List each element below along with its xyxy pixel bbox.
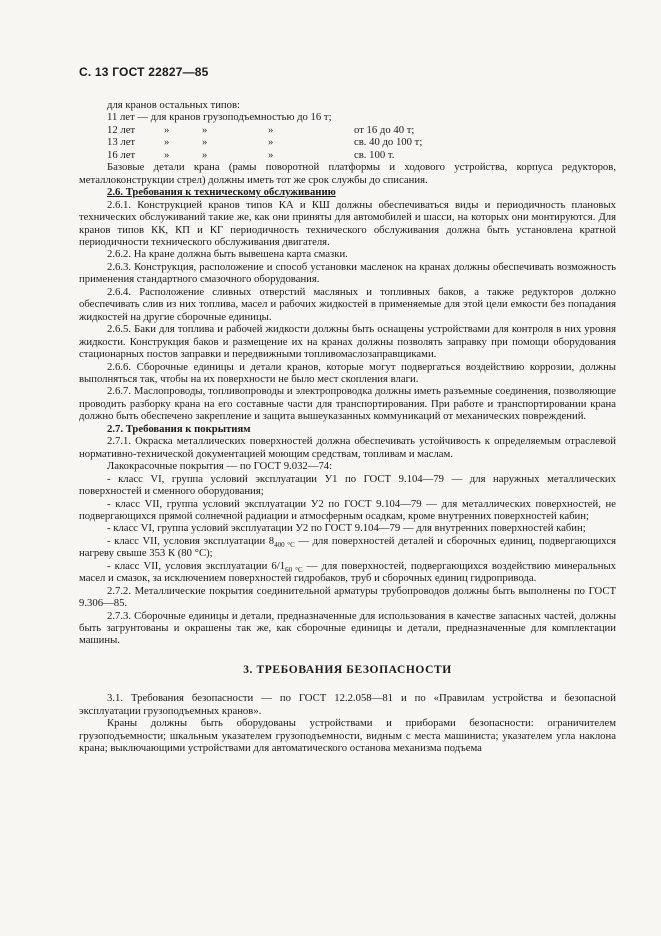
paragraph-2-7-2: 2.7.2. Металлические покрытия соединительной арматуры трубопроводов должны быть выполнены по ГОСТ 9.306—85. (79, 584, 616, 610)
paragraph-2-7-1: 2.7.1. Окраска металлических поверхностей должна обеспечивать устойчивость к определяемым отраслевой нормативно-технической документацией моющим средствам, топливам и маслам. (79, 435, 616, 460)
life-row-1: 11 лет — для кранов грузоподъемностью до 16 т; (107, 111, 332, 124)
paragraph-2-6-5: 2.6.5. Баки для топлива и рабочей жидкости должны быть оснащены устройствами для контроля в них уровня жидкости. Конструкция баков и размещение их на кранах должны позволять заправку при помощи оборудования стационарных постов заправки и передвижными топливомаслозаправщиками. (79, 323, 616, 361)
paragraph-3-1-devices: Краны должны быть оборудованы устройствами и приборами безопасности: ограничителем грузоподъемности; шкальным указателем грузоподъемности, видным с места машиниста; указателем угла наклона крана; выключающими устройствами для автоматического останова механизма подъема (79, 717, 616, 755)
paragraph-2-6-7: 2.6.7. Маслопроводы, топливопроводы и электропроводка должны иметь разъемные соединения, позволяющие проводить разборку крана на его составные части для транспортирования. При работе и транспортировании крана должно быть обеспечено закрепление и защита вышеуказанных коммуникаций от механических повреждений. (79, 385, 616, 423)
paragraph-2-6-6: 2.6.6. Сборочные единицы и детали кранов, которые могут подвергаться воздействию коррозии, должны выполняться так, чтобы на их поверхности не было мест скопления влаги. (79, 360, 616, 385)
list-item-class-vii-oil: - класс VII, условия эксплуатации $6/1_{60 ^\circ С}$ — для поверхностей, подвергающихся воздействию минеральных масел и смазок, за исключением поверхностей гидробаков, труб и сборочных единиц гидропривода. (79, 559, 617, 585)
list-item-class-vi-u1: - класс VI, группа условий эксплуатации У1 по ГОСТ 9.104—79 — для наружных металлических поверхностей и сменного оборудования; (79, 472, 616, 498)
paragraph-2-6-1: 2.6.1. Конструкцией кранов типов КА и КШ должны обеспечиваться виды и периодичность плановых технических обслуживаний такие же, как они приняты для автомобилей и шасси, на которых они монтируются. Для кранов типов КК, КП и КГ периодичность технического обслуживания должна быть установлена кратной периодичности технического обслуживания двигателя. (79, 198, 616, 248)
paragraph-3-1: 3.1. Требования безопасности — по ГОСТ 12.2.058—81 и по «Правилам устройства и безопасной эксплуатации грузоподъемных кранов». (79, 692, 616, 717)
paragraph-2-6-2: 2.6.2. На кране должна быть вывешена карта смазки. (107, 248, 348, 261)
paragraph-base-parts: Базовые детали крана (рамы поворотной платформы и ходового устройства, корпуса редукторов, металлоконструкции стрел) должны иметь тот же срок службы до списания. (79, 161, 616, 186)
intro-line: для кранов остальных типов: (107, 99, 241, 111)
paragraph-2-6-4: 2.6.4. Расположение сливных отверстий масляных и топливных баков, а также редукторов должно обеспечивать слив из них топлива, масел и рабочих жидкостей в применяемые для этой цели емкости без попадания жидкостей на другие сборочные единицы. (79, 285, 616, 323)
page-header: С. 13 ГОСТ 22827—85 (79, 65, 209, 79)
list-item-class-vi-u2: - класс VI, группа условий эксплуатации У2 по ГОСТ 9.104—79 — для внутренних поверхностей кабин; (107, 522, 586, 535)
section-3-title: 3. ТРЕБОВАНИЯ БЕЗОПАСНОСТИ (243, 663, 452, 676)
paragraph-2-7-3: 2.7.3. Сборочные единицы и детали, предназначенные для использования в качестве запасных частей, должны быть загрунтованы и окрашены так же, как сборочные единицы и детали, предназначенные для комплектации машины. (79, 609, 616, 647)
life-row-4: 16 лет » » » св. 100 т. (107, 148, 395, 161)
life-row-2: 12 лет » » » от 16 до 40 т; (107, 123, 415, 136)
heading-2-6: 2.6. Требования к техническому обслуживанию (107, 186, 336, 199)
list-item-class-vii-heat: - класс VII, условия эксплуатации $8_{400 ^\circ С}$ — для поверхностей деталей и сборочных единиц, подвергающихся нагреву свыше 353 К (80 °С); (79, 534, 616, 560)
list-item-class-vii-u2: - класс VII, группа условий эксплуатации У2 по ГОСТ 9.104—79 — для металлических поверхностей, не подвергающихся прямой солнечной радиации и атмосферным осадкам, кроме внутренних поверхностей кабин; (79, 497, 616, 522)
life-row-3: 13 лет » » » св. 40 до 100 т; (107, 136, 423, 149)
heading-2-7: 2.7. Требования к покрытиям (107, 422, 251, 435)
paragraph-2-6-3: 2.6.3. Конструкция, расположение и способ установки масленок на кранах должны обеспечивать возможность применения стандартного смазочного оборудования. (79, 260, 616, 286)
paragraph-2-7-1-coatings: Лакокрасочные покрытия — по ГОСТ 9.032—74: (107, 460, 333, 473)
document-body (79, 99, 616, 755)
